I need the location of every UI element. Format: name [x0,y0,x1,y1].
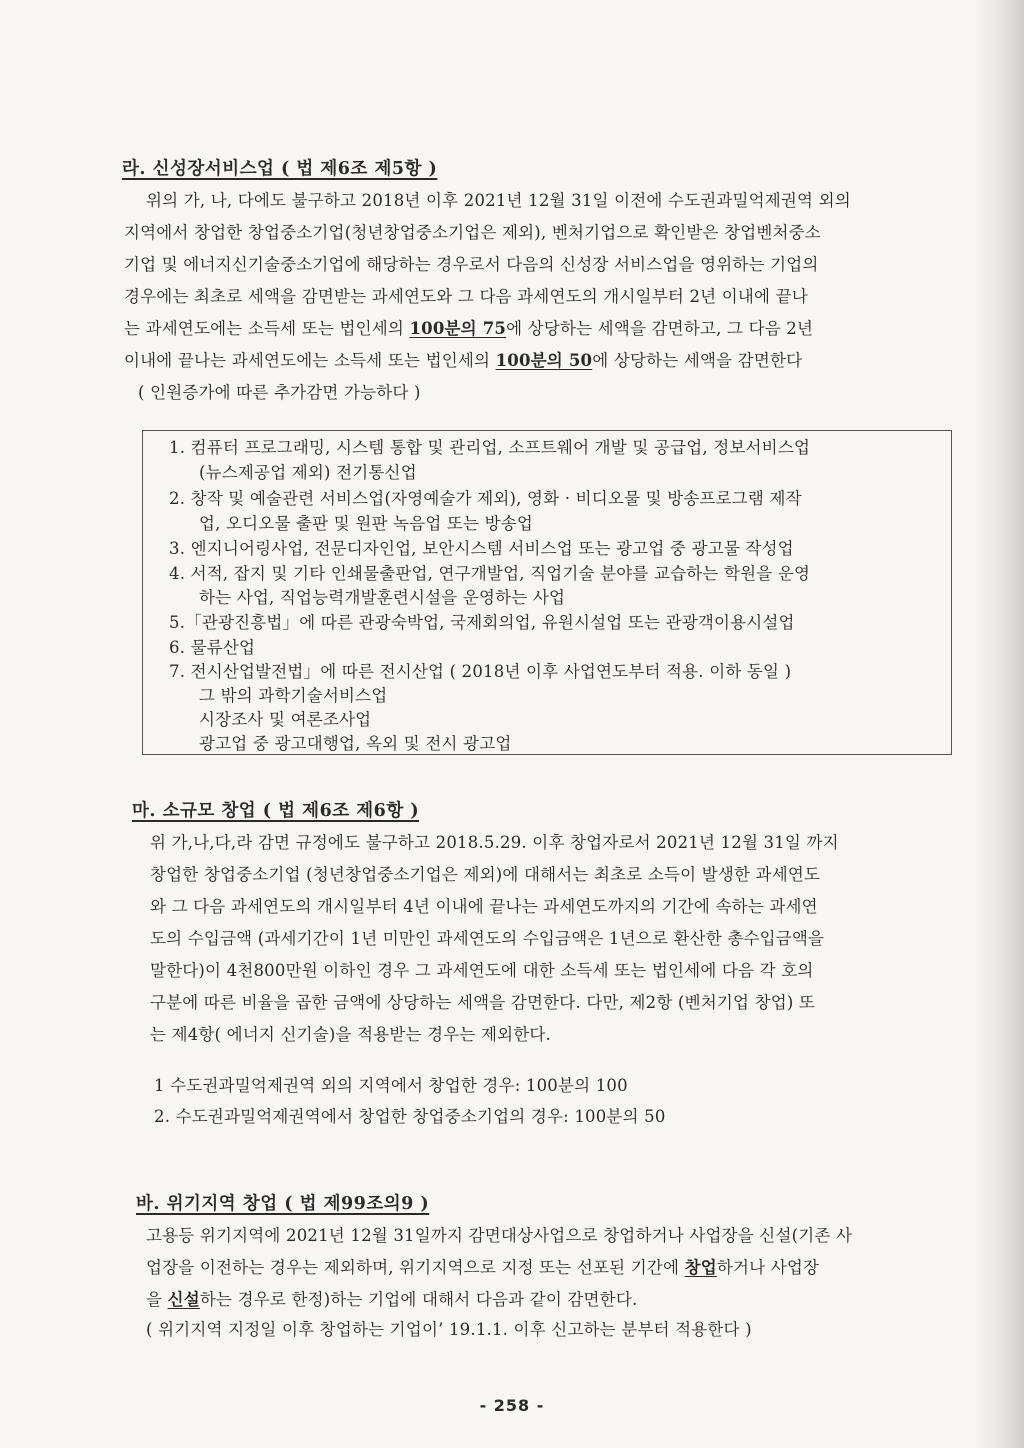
text-run: 업장을 이전하는 경우는 제외하며, 위기지역으로 지정 또는 선포된 기간에 [146,1258,685,1277]
paragraph-line: 말한다)이 4천800만원 이하인 경우 그 과세연도에 대한 소득세 또는 법인세에 다음 각 호의 [150,961,814,980]
list-item: 3. 엔지니어링사업, 전문디자인업, 보안시스템 서비스업 또는 광고업 중 광고물 작성업 [169,539,794,558]
list-item-continuation: (뉴스제공업 제외) 전기통신업 [199,463,417,482]
list-item: 7. 전시산업발전법」에 따른 전시산업 ( 2018년 이후 사업연도부터 적용. 이하 동일 ) [169,662,792,681]
paragraph-line: 와 그 다음 과세연도의 개시일부터 4년 이내에 끝나는 과세연도까지의 기간에 속하는 과세연 [150,897,818,916]
section-title-ma: 마. 소규모 창업 ( 법 제6조 제6항 ) [132,801,420,821]
text-run: 는 과세연도에는 소득세 또는 법인세의 [124,319,410,338]
scan-shadow [974,0,1024,1448]
paragraph-line: 도의 수입금액 (과세기간이 1년 미만인 과세연도의 수입금액은 1년으로 환산한 총수입금액을 [150,929,825,948]
paragraph-line: 지역에서 창업한 창업중소기업(청년창업중소기업은 제외), 벤처기업으로 확인받은 창업벤처중소 [124,223,821,242]
page-number: - 258 - [479,1396,545,1415]
paragraph-line: 기업 및 에너지신기술중소기업에 해당하는 경우로서 다음의 신성장 서비스업을 영위하는 기업의 [124,255,819,274]
paragraph-line [124,347,802,371]
section-title-ba: 바. 위기지역 창업 ( 법 제99조의9 ) [136,1194,430,1214]
paragraph-line: 창업한 창업중소기업 (청년창업중소기업은 제외)에 대해서는 최초로 소득이 발생한 과세연도 [150,865,821,884]
list-item-continuation: 시장조사 및 여론조사업 [199,710,372,729]
paragraph-line: 위의 가, 나, 다에도 불구하고 2018년 이후 2021년 12월 31일 이전에 수도권과밀억제권역 외의 [146,191,851,210]
list-item: 2. 창작 및 예술관련 서비스업(자영예술가 제외), 영화 · 비디오물 및 방송프로그램 제작 [169,489,802,508]
paragraph-line: 위 가,나,다,라 감면 규정에도 불구하고 2018.5.29. 이후 창업자로서 2021년 12월 31일 까지 [150,833,839,852]
emphasis-new-establishment: 신설 [167,1290,200,1309]
emphasis-rate-75: 100분의 75 [409,319,507,338]
text-run: 하거나 사업장 [716,1258,820,1277]
emphasis-startup: 창업 [684,1258,717,1277]
paragraph-line [124,315,813,339]
list-item-continuation: 그 밖의 과학기술서비스업 [199,686,388,705]
list-item-continuation: 하는 사업, 직업능력개발훈련시설을 운영하는 사업 [199,588,566,607]
paragraph-line [146,1286,637,1310]
text-run: 에 상당하는 세액을 감면한다 [592,351,803,370]
text-run: 을 [146,1290,168,1309]
paragraph-line: 고용등 위기지역에 2021년 12월 31일까지 감면대상사업으로 창업하거나 사업장을 신설(기존 사 [146,1226,853,1245]
text-run: 하는 경우로 한정)하는 기업에 대해서 다음과 같이 감면한다. [199,1290,638,1309]
paragraph-line: 구분에 따른 비율을 곱한 금액에 상당하는 세액을 감면한다. 다만, 제2항 (벤처기업 창업) 또 [150,993,816,1012]
text-run: 에 상당하는 세액을 감면하고, 그 다음 2년 [506,319,814,338]
list-item: 5.「관광진흥법」에 따른 관광숙박업, 국제회의업, 유원시설업 또는 관광객이용시설업 [169,613,795,632]
list-item-continuation: 광고업 중 광고대행업, 옥외 및 전시 광고업 [199,734,512,753]
rate-item: 2. 수도권과밀억제권역에서 창업한 창업중소기업의 경우: 100분의 50 [154,1107,666,1126]
note-line: ( 인원증가에 따른 추가감면 가능하다 ) [138,383,421,402]
list-item: 1. 컴퓨터 프로그래밍, 시스템 통합 및 관리업, 소프트웨어 개발 및 공급업, 정보서비스업 [169,438,811,457]
list-item-continuation: 업, 오디오물 출판 및 원판 녹음업 또는 방송업 [199,514,534,533]
note-line: ( 위기지역 지정일 이후 창업하는 기업이’ 19.1.1. 이후 신고하는 분부터 적용한다 ) [146,1320,752,1339]
paragraph-line: 는 제4항( 에너지 신기술)을 적용받는 경우는 제외한다. [150,1025,552,1044]
industry-list-box [142,430,952,755]
emphasis-rate-50: 100분의 50 [495,351,593,370]
list-item: 6. 물류산업 [169,638,256,657]
list-item: 4. 서적, 잡지 및 기타 인쇄물출판업, 연구개발업, 직업기술 분야를 교습하는 학원을 운영 [169,564,811,583]
text-run: 이내에 끝나는 과세연도에는 소득세 또는 법인세의 [124,351,496,370]
section-title-ra: 라. 신성장서비스업 ( 법 제6조 제5항 ) [122,159,438,179]
paragraph-line: 경우에는 최초로 세액을 감면받는 과세연도와 그 다음 과세연도의 개시일부터 2년 이내에 끝나 [124,287,808,306]
rate-item: 1 수도권과밀억제권역 외의 지역에서 창업한 경우: 100분의 100 [154,1076,628,1095]
paragraph-line [146,1254,819,1278]
